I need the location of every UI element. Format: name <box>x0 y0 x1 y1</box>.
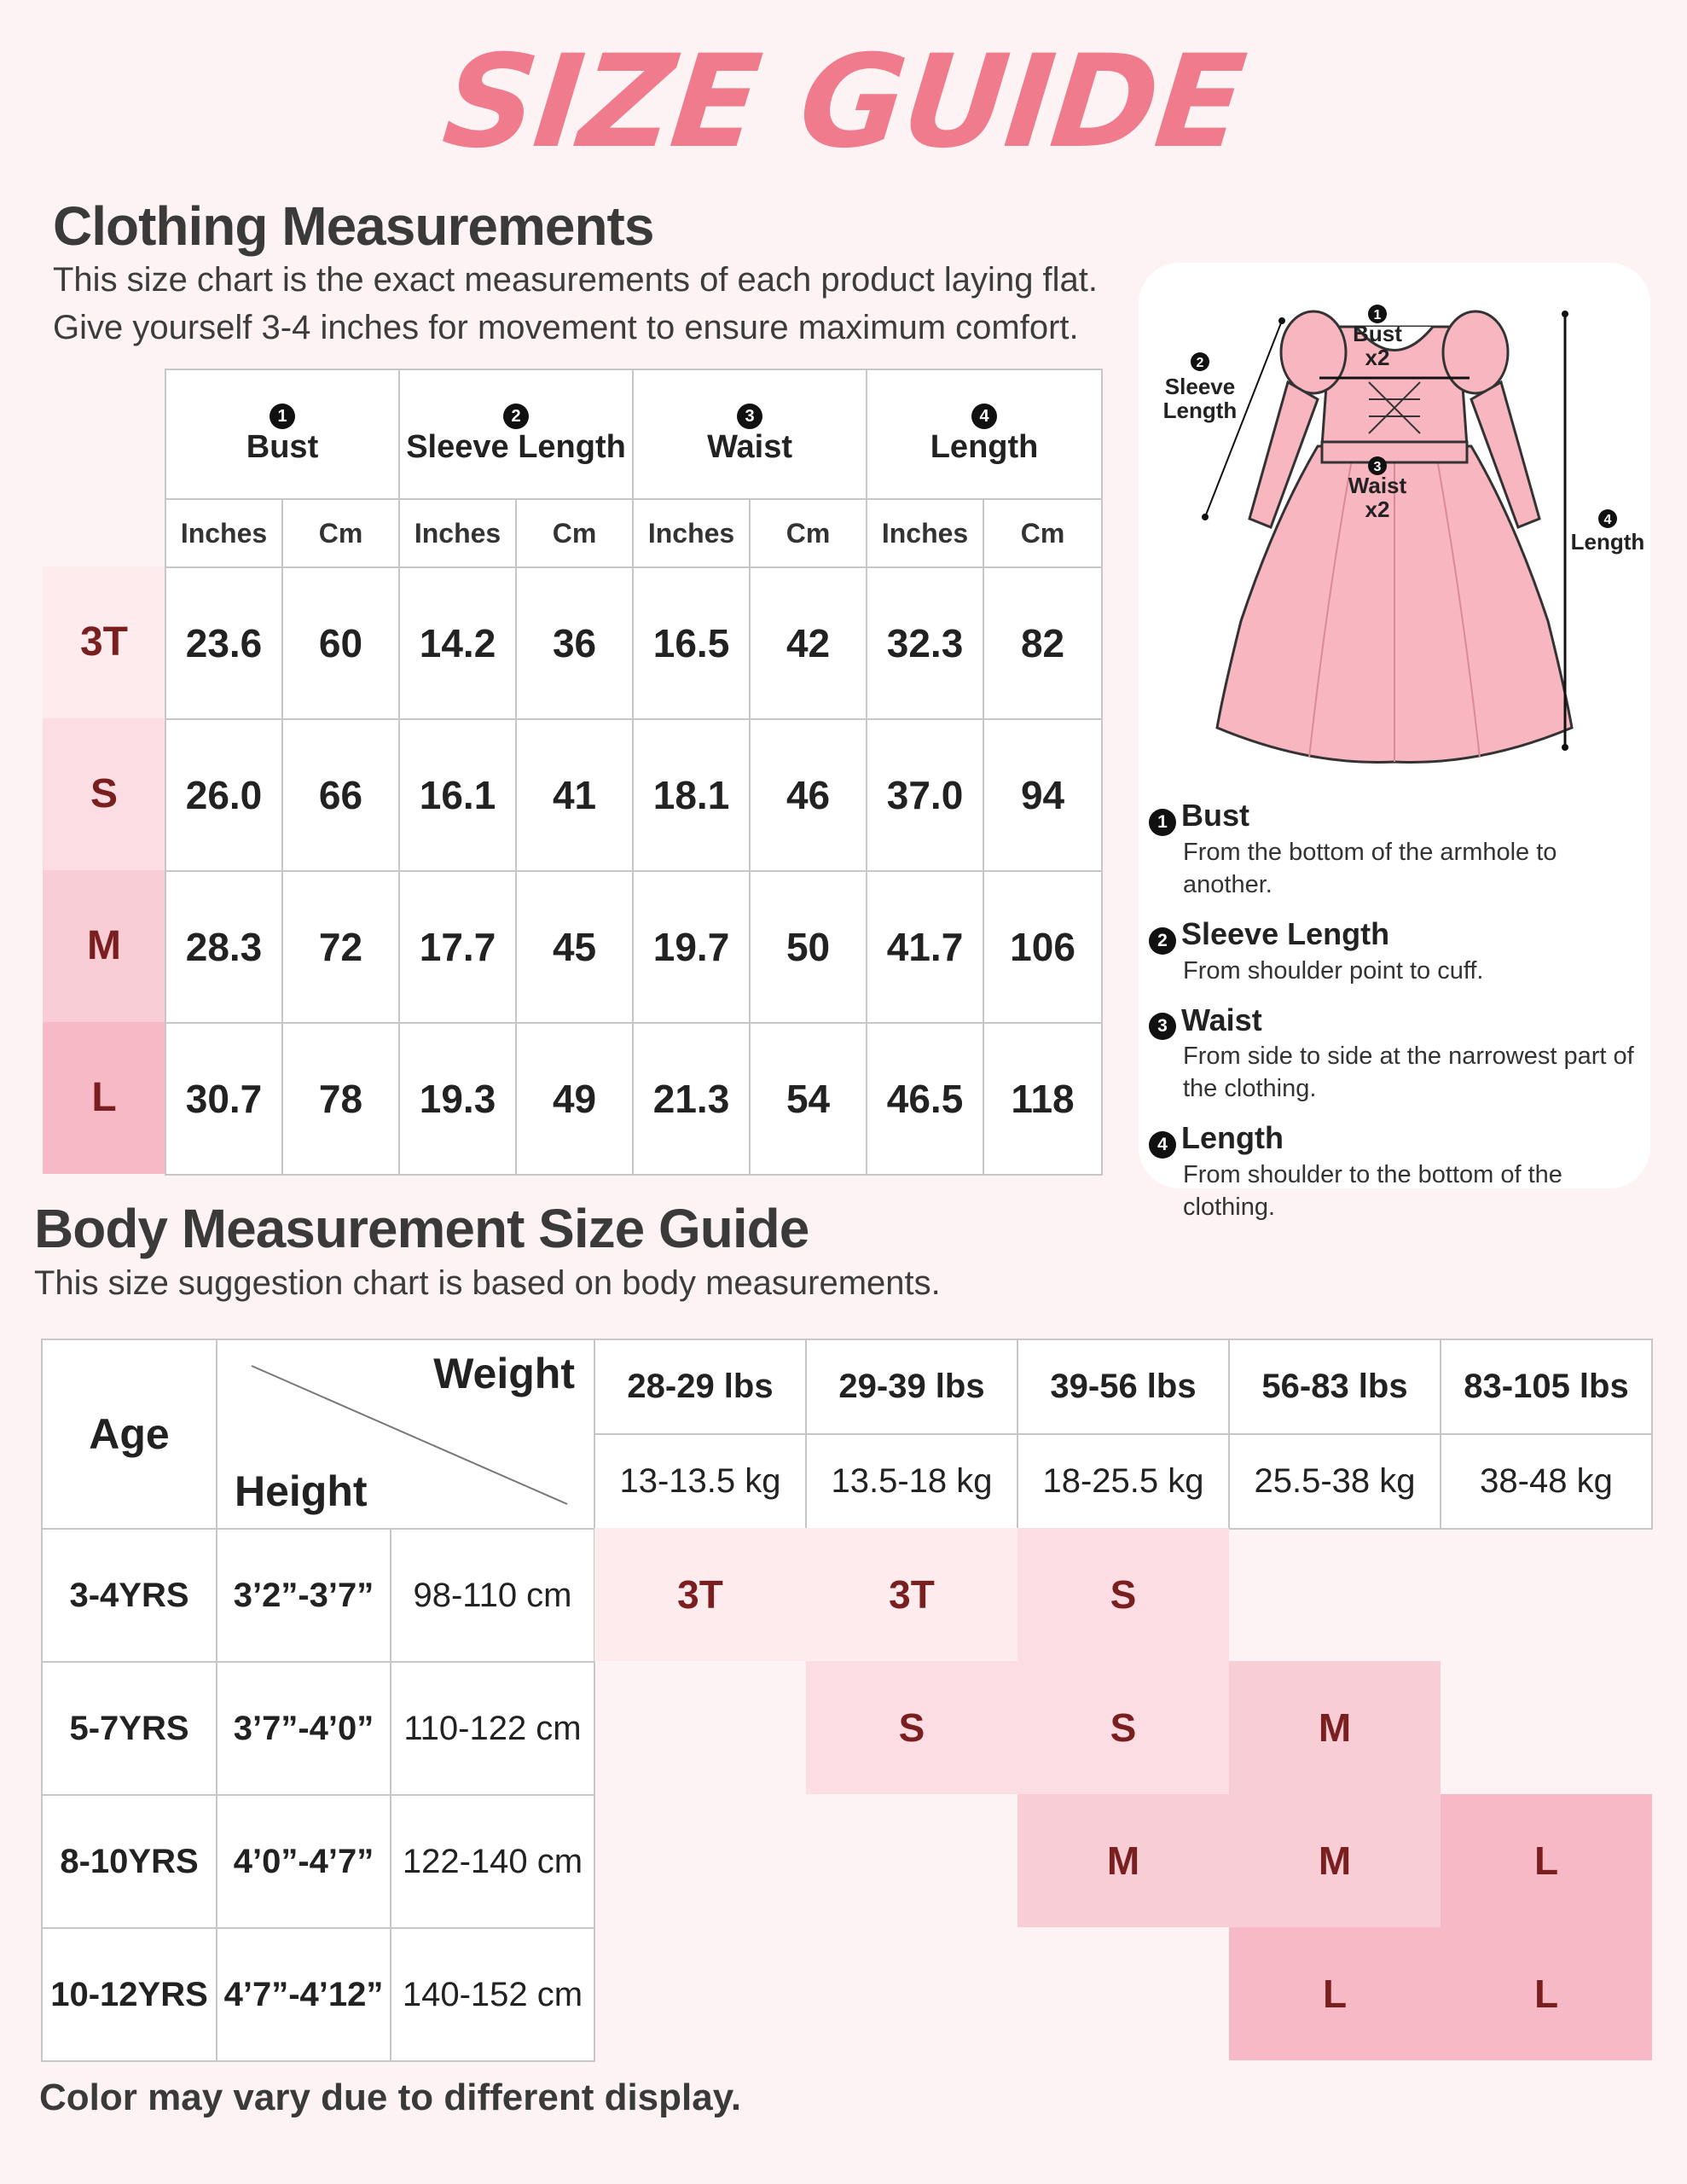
cell-value: 46.5 <box>867 1023 983 1175</box>
bust-number-badge: 1 <box>1149 809 1176 836</box>
size-cell: M <box>1229 1661 1441 1794</box>
age-cell: 3-4YRS <box>42 1529 217 1662</box>
diagram-bust-label: Bust <box>1353 321 1402 346</box>
body-desc: This size suggestion chart is based on body measurements. <box>34 1264 941 1302</box>
col-header-waist <box>633 369 867 499</box>
diagram-length-label: Length <box>1570 529 1645 555</box>
sleeve-header-label: Sleeve Length <box>406 428 626 465</box>
cell-value: 72 <box>282 871 399 1023</box>
legend-item-waist <box>1149 1002 1644 1106</box>
size-cell: L <box>1441 1794 1652 1927</box>
sleeve-line-dot-bottom <box>1202 514 1209 520</box>
height-cm-cell: 98-110 cm <box>391 1529 594 1662</box>
cell-value: 36 <box>516 567 633 719</box>
table-row <box>165 871 1102 1023</box>
legend-desc: From side to side at the narrowest part of the clothing. <box>1183 1043 1634 1103</box>
length-line-dot-top <box>1562 311 1568 317</box>
weight-lbs-cell: 28-29 lbs <box>594 1339 806 1434</box>
weight-kg-cell: 25.5-38 kg <box>1229 1434 1441 1529</box>
cell-value: 19.3 <box>399 1023 516 1175</box>
weight-lbs-cell: 56-83 lbs <box>1229 1339 1441 1434</box>
size-cell: M <box>1017 1794 1229 1927</box>
length-number-text: 4 <box>1603 513 1612 527</box>
height-ft-cell: 3’2”-3’7” <box>217 1529 391 1662</box>
clothing-heading: Clothing Measurements <box>53 195 654 257</box>
sleeve-number-text: 2 <box>1196 356 1204 370</box>
legend-item-sleeve <box>1149 916 1644 987</box>
unit-cm: Cm <box>750 499 867 567</box>
cell-value: 46 <box>750 719 867 871</box>
table-row <box>165 1023 1102 1175</box>
size-cell: S <box>1017 1528 1229 1661</box>
length-line-dot-bottom <box>1562 744 1568 751</box>
diagram-sleeve-label-2: Length <box>1162 398 1238 423</box>
sleeve-number-badge: 2 <box>503 404 529 429</box>
waist-number-badge: 3 <box>737 404 762 429</box>
size-label-3t: 3T <box>43 566 165 718</box>
cell-value: 66 <box>282 719 399 871</box>
cell-value: 19.7 <box>633 871 750 1023</box>
cell-value: 78 <box>282 1023 399 1175</box>
cell-value: 42 <box>750 567 867 719</box>
body-header-row <box>42 1339 594 1529</box>
clothing-header-row <box>165 369 1102 499</box>
bust-number-badge: 1 <box>270 404 295 429</box>
weight-lbs-cell: 39-56 lbs <box>1017 1339 1229 1434</box>
size-cell: L <box>1229 1927 1441 2060</box>
cell-value: 45 <box>516 871 633 1023</box>
cell-value: 16.5 <box>633 567 750 719</box>
height-ft-cell: 4’7”-4’12” <box>217 1928 391 2061</box>
cell-value: 30.7 <box>165 1023 282 1175</box>
legend-desc: From the bottom of the armhole to another. <box>1183 838 1557 898</box>
diagram-sleeve-label: Sleeve <box>1164 374 1236 399</box>
waist-header-label: Waist <box>707 428 792 465</box>
measurement-legend <box>1149 798 1644 1223</box>
height-ft-cell: 3’7”-4’0” <box>217 1662 391 1795</box>
cell-value: 41.7 <box>867 871 983 1023</box>
right-puff-sleeve <box>1443 311 1508 393</box>
size-label-column <box>43 566 165 1174</box>
size-suggestion-grid <box>594 1528 1652 2060</box>
col-header-sleeve <box>399 369 633 499</box>
clothing-measurement-table <box>165 369 1103 1176</box>
size-cell: M <box>1229 1794 1441 1927</box>
unit-cm: Cm <box>983 499 1102 567</box>
unit-cm: Cm <box>282 499 399 567</box>
unit-inches: Inches <box>867 499 983 567</box>
page-title: SIZE GUIDE <box>437 28 1250 177</box>
unit-inches: Inches <box>399 499 516 567</box>
weight-kg-cell: 13.5-18 kg <box>806 1434 1017 1529</box>
cell-value: 26.0 <box>165 719 282 871</box>
body-heading: Body Measurement Size Guide <box>34 1198 809 1259</box>
cell-value: 14.2 <box>399 567 516 719</box>
legend-title: Waist <box>1181 1002 1262 1037</box>
height-cm-cell: 140-152 cm <box>391 1928 594 2061</box>
age-cell: 5-7YRS <box>42 1662 217 1795</box>
cell-value: 106 <box>983 871 1102 1023</box>
cell-value: 118 <box>983 1023 1102 1175</box>
cell-value: 32.3 <box>867 567 983 719</box>
cell-value: 21.3 <box>633 1023 750 1175</box>
legend-title: Length <box>1181 1120 1284 1156</box>
bust-number-text: 1 <box>1373 308 1382 322</box>
col-header-bust <box>165 369 399 499</box>
height-ft-cell: 4’0”-4’7” <box>217 1795 391 1928</box>
cell-value: 54 <box>750 1023 867 1175</box>
table-row <box>42 1529 594 1662</box>
unit-cm: Cm <box>516 499 633 567</box>
age-cell: 10-12YRS <box>42 1928 217 2061</box>
cell-value: 16.1 <box>399 719 516 871</box>
table-row <box>42 1928 594 2061</box>
sleeve-line-dot-top <box>1278 317 1285 324</box>
cell-value: 49 <box>516 1023 633 1175</box>
size-cell: S <box>1017 1661 1229 1794</box>
height-cm-cell: 110-122 cm <box>391 1662 594 1795</box>
size-label-l: L <box>43 1022 165 1174</box>
waist-number-badge: 3 <box>1149 1013 1176 1040</box>
dress-diagram <box>1139 263 1650 775</box>
size-label-s: S <box>43 718 165 870</box>
left-puff-sleeve <box>1281 311 1346 393</box>
age-header: Age <box>42 1339 217 1529</box>
cell-value: 41 <box>516 719 633 871</box>
weight-header-table <box>594 1339 1653 1530</box>
sleeve-number-badge: 2 <box>1149 927 1176 955</box>
length-header-label: Length <box>930 428 1039 465</box>
legend-title: Bust <box>1181 798 1249 833</box>
size-cell: S <box>806 1661 1017 1794</box>
cell-value: 50 <box>750 871 867 1023</box>
table-row <box>42 1662 594 1795</box>
weight-header: Weight <box>433 1350 575 1397</box>
clothing-desc-line2: Give yourself 3-4 inches for movement to ensure maximum comfort. <box>53 309 1079 346</box>
weight-kg-row <box>594 1434 1652 1529</box>
length-number-badge: 4 <box>1149 1131 1176 1159</box>
waist-number-text: 3 <box>1373 460 1382 474</box>
weight-lbs-cell: 83-105 lbs <box>1441 1339 1652 1434</box>
length-number-badge: 4 <box>971 404 997 429</box>
weight-lbs-cell: 29-39 lbs <box>806 1339 1017 1434</box>
table-row <box>165 567 1102 719</box>
diagram-waist-x2: x2 <box>1365 497 1390 522</box>
weight-kg-cell: 13-13.5 kg <box>594 1434 806 1529</box>
diagram-bust-x2: x2 <box>1365 345 1390 370</box>
table-row <box>165 719 1102 871</box>
cell-value: 23.6 <box>165 567 282 719</box>
unit-inches: Inches <box>633 499 750 567</box>
bust-header-label: Bust <box>246 428 319 465</box>
size-label-m: M <box>43 870 165 1022</box>
legend-desc: From shoulder point to cuff. <box>1183 956 1484 985</box>
cell-value: 94 <box>983 719 1102 871</box>
weight-kg-cell: 38-48 kg <box>1441 1434 1652 1529</box>
legend-title: Sleeve Length <box>1181 915 1390 951</box>
height-cm-cell: 122-140 cm <box>391 1795 594 1928</box>
cell-value: 37.0 <box>867 719 983 871</box>
weight-lbs-row <box>594 1339 1652 1434</box>
cell-value: 18.1 <box>633 719 750 871</box>
legend-item-length <box>1149 1120 1644 1223</box>
waistband <box>1322 442 1467 462</box>
col-header-length <box>867 369 1102 499</box>
diagram-waist-label: Waist <box>1348 473 1407 498</box>
cell-value: 17.7 <box>399 871 516 1023</box>
cell-value: 60 <box>282 567 399 719</box>
legend-item-bust <box>1149 798 1644 901</box>
table-row <box>42 1795 594 1928</box>
size-cell: 3T <box>594 1528 806 1661</box>
weight-kg-cell: 18-25.5 kg <box>1017 1434 1229 1529</box>
clothing-unit-row <box>165 499 1102 567</box>
unit-inches: Inches <box>165 499 282 567</box>
height-header: Height <box>235 1467 368 1515</box>
cell-value: 82 <box>983 567 1102 719</box>
body-size-table-left <box>41 1339 595 2062</box>
age-cell: 8-10YRS <box>42 1795 217 1928</box>
legend-desc: From shoulder to the bottom of the clothing. <box>1183 1161 1562 1222</box>
weight-height-header <box>217 1339 594 1529</box>
size-cell: 3T <box>806 1528 1017 1661</box>
size-cell: L <box>1441 1927 1652 2060</box>
cell-value: 28.3 <box>165 871 282 1023</box>
color-disclaimer: Color may vary due to different display. <box>39 2077 742 2118</box>
clothing-desc-line1: This size chart is the exact measurements of each product laying flat. <box>53 261 1099 299</box>
